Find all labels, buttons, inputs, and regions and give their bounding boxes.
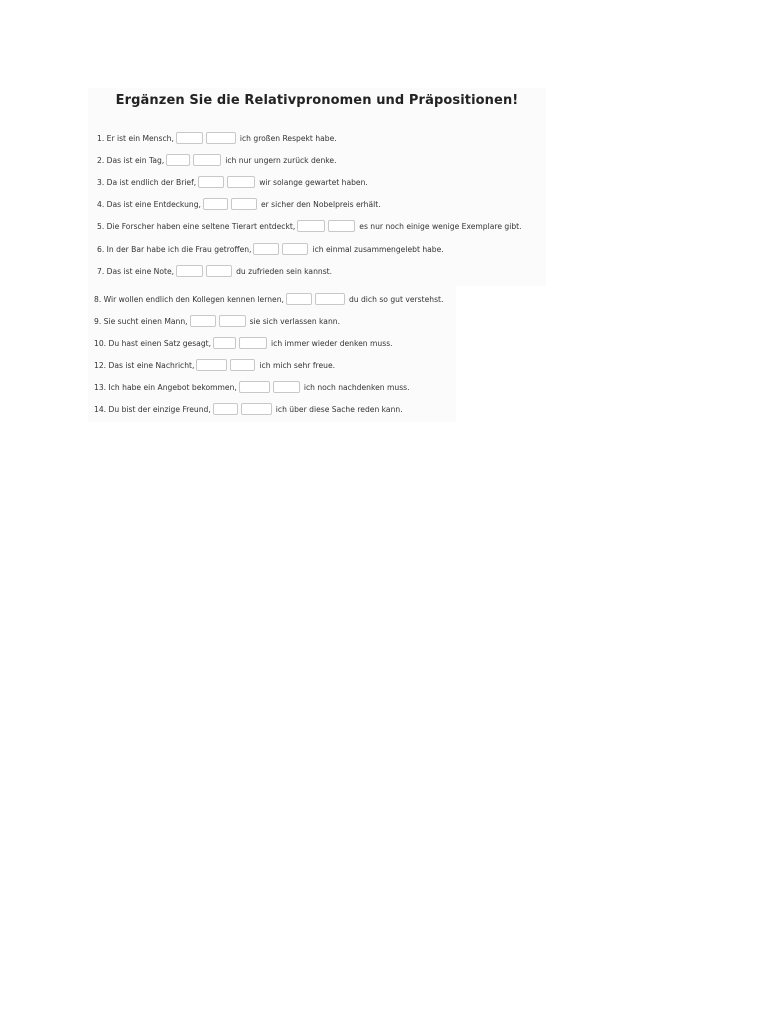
exercise-1-blank-pronoun[interactable] xyxy=(206,132,236,144)
exercise-2-blank-preposition[interactable] xyxy=(166,154,190,166)
exercise-14-blank-preposition[interactable] xyxy=(213,403,238,415)
exercise-1-suffix: ich großen Respekt habe. xyxy=(239,133,337,143)
exercise-8-prefix: 8. Wir wollen endlich den Kollegen kennen lernen, xyxy=(94,294,284,304)
exercise-5-blank-preposition[interactable] xyxy=(297,220,325,232)
exercise-8-blank-pronoun[interactable] xyxy=(315,293,345,305)
exercise-5-blank-pronoun[interactable] xyxy=(328,220,355,232)
exercise-13-suffix: ich noch nachdenken muss. xyxy=(303,382,410,392)
exercise-5-suffix: es nur noch einige wenige Exemplare gibt. xyxy=(359,221,522,231)
exercise-row-2 xyxy=(97,152,337,168)
exercise-13-blank-pronoun[interactable] xyxy=(273,381,300,393)
exercise-10-suffix: ich immer wieder denken muss. xyxy=(271,338,393,348)
exercise-14-suffix: ich über diese Sache reden kann. xyxy=(275,404,403,414)
exercise-row-5 xyxy=(97,218,522,234)
exercise-3-blank-preposition[interactable] xyxy=(198,176,224,188)
exercise-9-blank-preposition[interactable] xyxy=(190,315,216,327)
exercise-4-blank-pronoun[interactable] xyxy=(231,198,257,210)
exercise-9-prefix: 9. Sie sucht einen Mann, xyxy=(94,316,188,326)
exercise-9-blank-pronoun[interactable] xyxy=(219,315,246,327)
exercise-row-8 xyxy=(94,291,443,307)
worksheet-title: Ergänzen Sie die Relativpronomen und Präpositionen! xyxy=(115,93,519,108)
exercise-2-blank-pronoun[interactable] xyxy=(193,154,221,166)
exercise-row-3 xyxy=(97,174,368,190)
exercise-5-prefix: 5. Die Forscher haben eine seltene Tierart entdeckt, xyxy=(97,221,296,231)
exercise-row-4 xyxy=(97,196,381,212)
exercise-14-blank-pronoun[interactable] xyxy=(241,403,272,415)
exercise-12-prefix: 12. Das ist eine Nachricht, xyxy=(94,360,195,370)
exercise-10-blank-preposition[interactable] xyxy=(213,337,236,349)
exercise-4-blank-preposition[interactable] xyxy=(203,198,228,210)
exercise-6-prefix: 6. In der Bar habe ich die Frau getroffen, xyxy=(97,244,252,254)
exercise-12-blank-preposition[interactable] xyxy=(196,359,227,371)
exercise-7-prefix: 7. Das ist eine Note, xyxy=(97,266,175,276)
exercise-13-blank-preposition[interactable] xyxy=(239,381,270,393)
exercise-10-blank-pronoun[interactable] xyxy=(239,337,267,349)
exercise-row-1 xyxy=(97,130,337,146)
exercise-3-blank-pronoun[interactable] xyxy=(227,176,255,188)
exercise-3-suffix: wir solange gewartet haben. xyxy=(259,177,368,187)
exercise-row-9 xyxy=(94,313,340,329)
exercise-7-blank-pronoun[interactable] xyxy=(206,265,232,277)
exercise-row-6 xyxy=(97,241,444,257)
exercise-2-suffix: ich nur ungern zurück denke. xyxy=(225,155,337,165)
exercise-6-suffix: ich einmal zusammengelebt habe. xyxy=(312,244,444,254)
exercise-7-suffix: du zufrieden sein kannst. xyxy=(236,266,333,276)
exercise-14-prefix: 14. Du bist der einzige Freund, xyxy=(94,404,211,414)
exercise-3-prefix: 3. Da ist endlich der Brief, xyxy=(97,177,197,187)
exercise-2-prefix: 2. Das ist ein Tag, xyxy=(97,155,165,165)
exercise-row-10 xyxy=(94,335,393,351)
exercise-1-prefix: 1. Er ist ein Mensch, xyxy=(97,133,174,143)
exercise-6-blank-pronoun[interactable] xyxy=(282,243,308,255)
exercise-row-13 xyxy=(94,379,410,395)
exercise-row-14 xyxy=(94,401,403,417)
exercise-4-suffix: er sicher den Nobelpreis erhält. xyxy=(260,199,381,209)
exercise-13-prefix: 13. Ich habe ein Angebot bekommen, xyxy=(94,382,237,392)
exercise-10-prefix: 10. Du hast einen Satz gesagt, xyxy=(94,338,212,348)
exercise-12-suffix: ich mich sehr freue. xyxy=(259,360,336,370)
exercise-row-12 xyxy=(94,357,335,373)
exercise-row-7 xyxy=(97,263,332,279)
exercise-12-blank-pronoun[interactable] xyxy=(230,359,255,371)
exercise-4-prefix: 4. Das ist eine Entdeckung, xyxy=(97,199,201,209)
exercise-6-blank-preposition[interactable] xyxy=(253,243,279,255)
exercise-8-suffix: du dich so gut verstehst. xyxy=(348,294,444,304)
exercise-9-suffix: sie sich verlassen kann. xyxy=(249,316,341,326)
exercise-8-blank-preposition[interactable] xyxy=(286,293,312,305)
exercise-7-blank-preposition[interactable] xyxy=(176,265,203,277)
exercise-1-blank-preposition[interactable] xyxy=(176,132,203,144)
